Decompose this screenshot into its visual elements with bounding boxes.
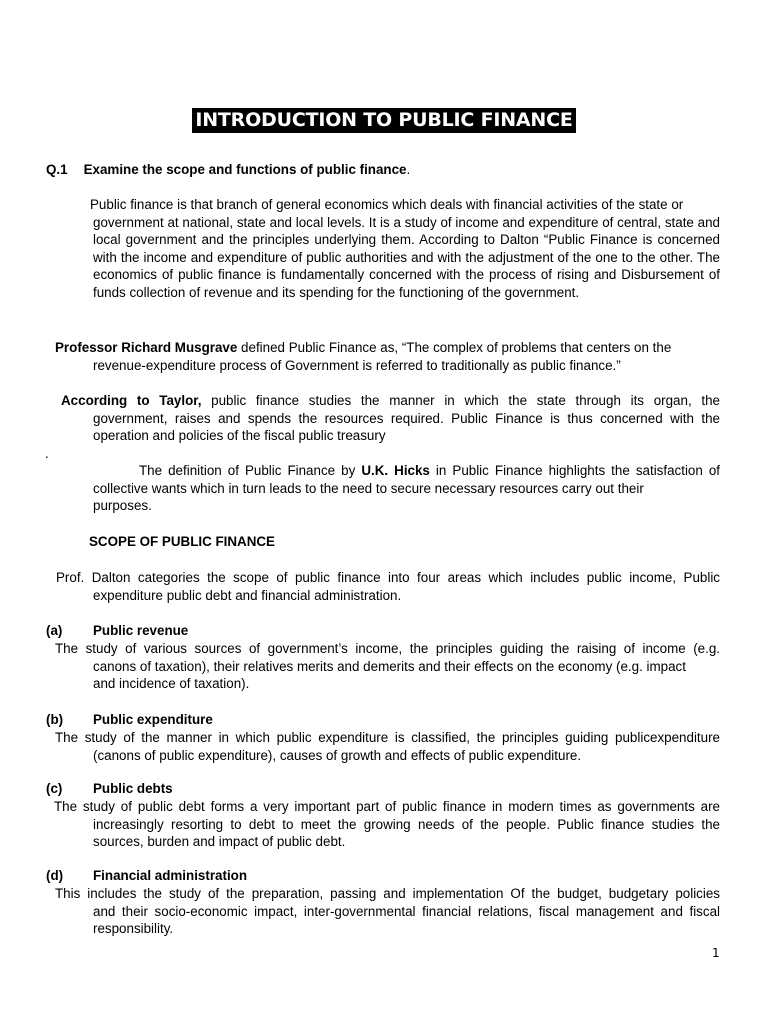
page-title: INTRODUCTION TO PUBLIC FINANCE — [192, 108, 575, 133]
hicks-rest-text: collective wants which in turn leads to the need to secure necessary resources carry out their purposes. — [93, 480, 644, 513]
para-taylor-body — [93, 410, 720, 445]
para-hicks-first-line — [139, 462, 720, 480]
section-a-label: (a) — [46, 623, 63, 638]
scope-heading: SCOPE OF PUBLIC FINANCE — [89, 534, 275, 549]
section-a-first-text: The study of various sources of government’s income, the principles guiding the raising of income (e.g. — [55, 641, 720, 656]
hicks-post-text: in Public Finance highlights the satisfaction of — [429, 463, 721, 478]
section-b-body — [93, 747, 720, 765]
page-number: 1 — [712, 946, 720, 960]
taylor-first-text: public finance studies the manner in which the state through its organ, the — [201, 393, 720, 408]
section-c-heading: Public debts — [93, 781, 173, 796]
section-d-first-text: This includes the study of the preparation, passing and implementation Of the budget, budgetary policies — [55, 886, 720, 901]
question-text: Examine the scope and functions of public finance — [83, 162, 407, 177]
question-line — [46, 161, 726, 179]
para1-first-text: Public finance is that branch of general economics which deals with financial activities of the state or — [90, 197, 684, 212]
section-b-first-line — [55, 729, 720, 747]
section-c-first-text: The study of public debt forms a very important part of public finance in modern times as governments are — [54, 799, 720, 814]
stray-dot: . — [45, 446, 49, 461]
section-c-label: (c) — [46, 781, 63, 796]
taylor-name: According to Taylor, — [61, 393, 202, 408]
para-hicks-body — [93, 480, 693, 515]
section-d-first-line — [55, 885, 720, 903]
section-a-first-line — [55, 640, 720, 658]
page-title-container — [0, 108, 768, 133]
para-dalton-body — [93, 587, 720, 605]
section-a-rest-text: canons of taxation), their relatives merits and demerits and their effects on the economy (e.g. impact and incidence of taxation). — [93, 658, 686, 691]
para-dalton-first-line — [56, 569, 720, 587]
taylor-rest-text: government, raises and spends the resources required. Public Finance is thus concerned with the operation and policies of the fiscal public treasury — [93, 410, 720, 443]
question-period: . — [406, 162, 411, 177]
section-b-rest-text: (canons of public expenditure), causes of growth and effects of public expenditure. — [93, 747, 582, 763]
para-public-finance-first-line — [90, 196, 726, 214]
para1-rest-text: government at national, state and local levels. It is a study of income and expenditure of central, state and local government and the principles underlying them. According to Dalton “Public Finance is concerned with the income and expenditure of public authorities and with the adjustment of the one to the other. The economics of public finance is fundamentally concerned with the process of rising and Disbursement of funds collection of revenue and its spending for the functioning of the government. — [93, 214, 720, 300]
hicks-name: U.K. Hicks — [361, 463, 430, 478]
section-a-body — [93, 658, 693, 693]
section-c-first-line — [54, 798, 720, 816]
section-c-rest-text: increasingly resorting to debt to meet the growing needs of the people. Public finance studies the sources, burden and impact of public debt. — [93, 816, 720, 849]
hicks-pre-text: The definition of Public Finance by — [139, 463, 362, 478]
section-a-heading: Public revenue — [93, 623, 189, 638]
para-public-finance-body — [93, 214, 720, 302]
section-c-body — [93, 816, 720, 851]
question-number: Q.1 — [46, 162, 68, 177]
section-b-heading: Public expenditure — [93, 712, 213, 727]
section-b-label: (b) — [46, 712, 64, 727]
section-d-body — [93, 903, 720, 938]
para-musgrave-body — [93, 357, 720, 375]
para-taylor-first-line — [61, 392, 720, 410]
section-d-heading: Financial administration — [93, 868, 248, 883]
musgrave-first-text: defined Public Finance as, “The complex of problems that centers on the — [237, 340, 672, 355]
section-d-rest-text: and their socio-economic impact, inter-governmental financial relations, fiscal management and fiscal responsibility. — [93, 903, 720, 936]
musgrave-rest-text: revenue-expenditure process of Government is referred to traditionally as public finance.” — [93, 357, 621, 373]
dalton-rest-text: expenditure public debt and financial administration. — [93, 587, 402, 603]
section-d-label: (d) — [46, 868, 64, 883]
dalton-first-text: Prof. Dalton categories the scope of public finance into four areas which includes public income, Public — [56, 570, 720, 585]
section-b-first-text: The study of the manner in which public expenditure is classified, the principles guiding publicexpenditure — [55, 730, 720, 745]
para-musgrave-first-line — [55, 339, 720, 357]
musgrave-name: Professor Richard Musgrave — [55, 340, 238, 355]
